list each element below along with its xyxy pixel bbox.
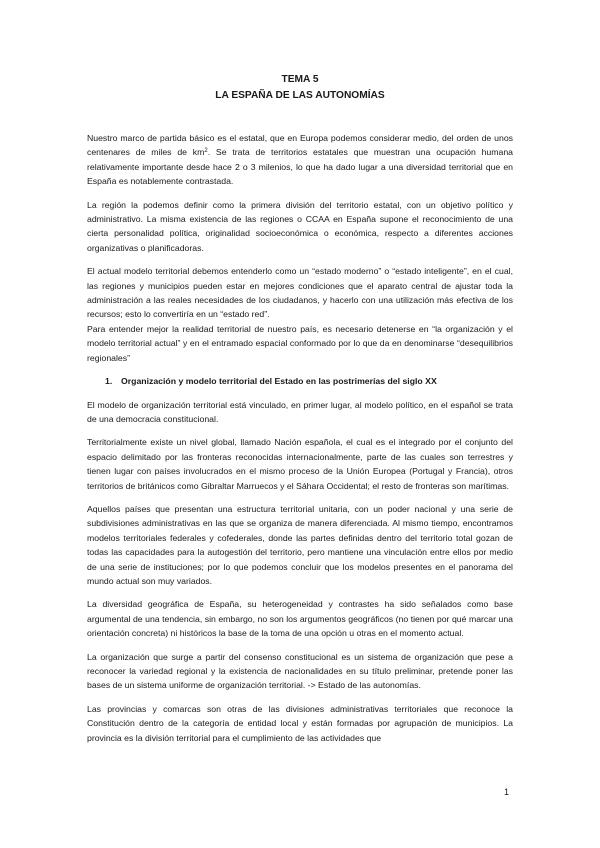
topic-label: TEMA 5 <box>281 74 319 85</box>
document-body <box>87 131 513 754</box>
section-number: 1. <box>105 376 113 387</box>
paragraph-1 <box>87 131 513 189</box>
paragraph-4: Para entender mejor la realidad territorial de nuestro país, es necesario detenerse en “la organización y el modelo territorial actual” y en el entramado espacial conformado por lo que da en denominarse “desequilibrios regionales” <box>87 323 513 363</box>
section-title: Organización y modelo territorial del Estado en las postrimerías del siglo XX <box>121 376 437 387</box>
section-heading <box>87 374 513 388</box>
paragraph-9: La organización que surge a partir del consenso constitucional es un sistema de organización que pese a reconocer la variedad regional y la existencia de nacionalidades en su título preliminar, pretende poner las bases de un sistema uniforme de organización territorial. -> Estado de las autonomías. <box>87 651 513 691</box>
document-title: LA ESPAÑA DE LAS AUTONOMÍAS <box>215 90 385 101</box>
paragraph-1-text-b: . Se trata de territorios estatales que muestran una ocupación humana relativamente importante desde hace 2 o 3 milenios, lo que ha dado lugar a una diversidad territorial que en España es notablemente contrastada. <box>87 147 513 187</box>
paragraph-10: Las provincias y comarcas son otras de las divisiones administrativas territoriales que reconoce la Constitución dentro de la categoría de entidad local y están formadas por agrupación de municipios. La provincia es la división territorial para el cumplimiento de las actividades que <box>87 703 513 743</box>
paragraph-2: La región la podemos definir como la primera división del territorio estatal, con un objetivo político y administrativo. La misma existencia de las regiones o CCAA en España supone el reconocimiento de una cierta personalidad política, originalidad socioeconómica o económica, respecto a diferentes acciones organizativas o planificadoras. <box>87 199 513 253</box>
paragraph-5: El modelo de organización territorial está vinculado, en primer lugar, al modelo político, en el español se trata de una democracia constitucional. <box>87 399 513 424</box>
paragraph-3: El actual modelo territorial debemos entenderlo como un “estado moderno” o “estado inteligente”, en el cual, las regiones y municipios pueden estar en mejores condiciones que el aparato central de ajustar toda la administración a las reales necesidades de los ciudadanos, y hacerlo con una utilización más efectiva de los recursos; esto lo convertiría en un “estado red”. <box>87 266 513 320</box>
superscript-2: 2 <box>204 148 208 155</box>
paragraph-6: Territorialmente existe un nivel global, llamado Nación española, el cual es el integrado por el conjunto del espacio delimitado por las fronteras reconocidas internacionalmente, parte de las cuales son terrestres y tienen lugar con países involucrados en el mismo proceso de la Unión Europea (Portugal y Francia), otros territorios de británicos como Gibraltar Marruecos y el Sáhara Occidental; el resto de fronteras son marítimas. <box>87 437 513 491</box>
paragraph-8: La diversidad geográfica de España, su heterogeneidad y contrastes ha sido señalados como base argumental de una tendencia, sin embargo, no son los argumentos geográficos (no tienen por qué marcar una orientación concreta) ni históricos la base de la toma de una opción u otras en el momento actual. <box>87 599 513 639</box>
paragraph-1-text-a: Nuestro marco de partida básico es el estatal, que en Europa podemos considerar medio, del orden de unos centenares de miles de km <box>87 133 513 158</box>
page-number: 1 <box>504 787 510 797</box>
paragraph-7: Aquellos países que presentan una estructura territorial unitaria, con un poder nacional y una serie de subdivisiones administrativas en las que se organiza de manera diferenciada. Al mismo tiempo, encontramos modelos territoriales federales y cofederales, donde las partes definidas dentro del territorio total gozan de todas las capacidades para la autogestión del territorio, pero mantiene una vinculación entre ellos por medio de una serie de instituciones; por lo que podemos concluir que los modelos presentes en el panorama del mundo actual son muy variados. <box>87 503 513 586</box>
